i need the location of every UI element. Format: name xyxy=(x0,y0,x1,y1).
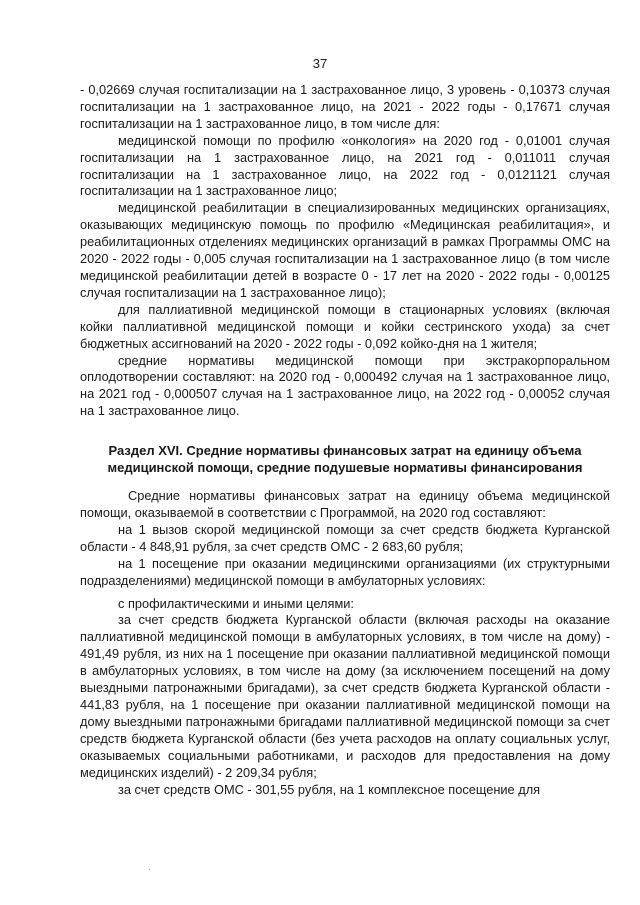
paragraph: за счет средств ОМС - 301,55 рубля, на 1 комплексное посещение для xyxy=(118,781,541,797)
footer-mark: . xyxy=(148,862,151,873)
paragraph: медицинской реабилитации в специализированных медицинских организациях, оказывающих медицинскую помощь по профилю «Медицинская реабилитация», и реабилитационных отделениях медицинских организаций в рамках Программы ОМС на 2020 - 2022 годы - 0,005 случая госпитализации на 1 застрахованное лицо (в том числе медицинской реабилитации детей в возрасте 0 - 17 лет на 2020 - 2022 годы - 0,00125 случая госпитализации на 1 застрахованное лицо); xyxy=(80,200,610,300)
paragraph: для паллиативной медицинской помощи в стационарных условиях (включая койки паллиативной медицинской помощи и койки сестринского ухода) за счет бюджетных ассигнований на 2020 - 2022 годы - 0,092 койко-дня на 1 жителя; xyxy=(80,301,610,351)
paragraph: на 1 вызов скорой медицинской помощи за счет средств бюджета Курганской области - 4 848,91 рубля, за счет средств ОМС - 2 683,60 рубля; xyxy=(80,521,610,554)
paragraph: - 0,02669 случая госпитализации на 1 застрахованное лицо, 3 уровень - 0,10373 случая госпитализации на 1 застрахованное лицо, на 2021 - 2022 годы - 0,17671 случая госпитализации на 1 застрахованное лицо, в том числе для: xyxy=(80,82,610,131)
paragraph: на 1 посещение при оказании медицинскими организациями (их структурными подразделениями) медицинской помощи в амбулаторных условиях: xyxy=(80,555,610,588)
section-heading: Раздел XVI. Средние нормативы финансовых затрат на единицу объема медицинской помощи, средние подушевые нормативы финансирования xyxy=(107,443,583,476)
paragraph: с профилактическими и иными целями: xyxy=(118,595,354,611)
paragraph: медицинской помощи по профилю «онкология» на 2020 год - 0,01001 случая госпитализации на 1 застрахованное лицо, на 2021 год - 0,011011 случая госпитализации на 1 застрахованное лицо, на 2022 год - 0,0121121 случая госпитализации на 1 застрахованное лицо; xyxy=(80,132,610,199)
document-body xyxy=(80,82,610,798)
page-number: 37 xyxy=(312,56,328,71)
paragraph: Средние нормативы финансовых затрат на единицу объема медицинской помощи, оказываемой в соответствии с Программой, на 2020 год составляют: xyxy=(80,488,610,521)
paragraph: за счет средств бюджета Курганской области (включая расходы на оказание паллиативной медицинской помощи в амбулаторных условиях, в том числе на дому) - 491,49 рубля, из них на 1 посещение при оказании паллиативной медицинской помощи в амбулаторных условиях, в том числе на дому (за исключением посещений на дому выездными патронажными бригадами), за счет средств бюджета Курганской области - 441,83 рубля, на 1 посещение при оказании паллиативной медицинской помощи на дому выездными патронажными бригадами паллиативной медицинской помощи за счет средств бюджета Курганской области (без учета расходов на оплату социальных услуг, оказываемых социальными работниками, и расходов для предоставления на дому медицинских изделий) - 2 209,34 рубля; xyxy=(80,612,610,780)
paragraph: средние нормативы медицинской помощи при экстракорпоральном оплодотворении составляют: на 2020 год - 0,000492 случая на 1 застрахованное лицо, на 2021 год - 0,000507 случая на 1 застрахованное лицо, на 2022 год - 0,00052 случая на 1 застрахованное лицо. xyxy=(80,352,610,419)
